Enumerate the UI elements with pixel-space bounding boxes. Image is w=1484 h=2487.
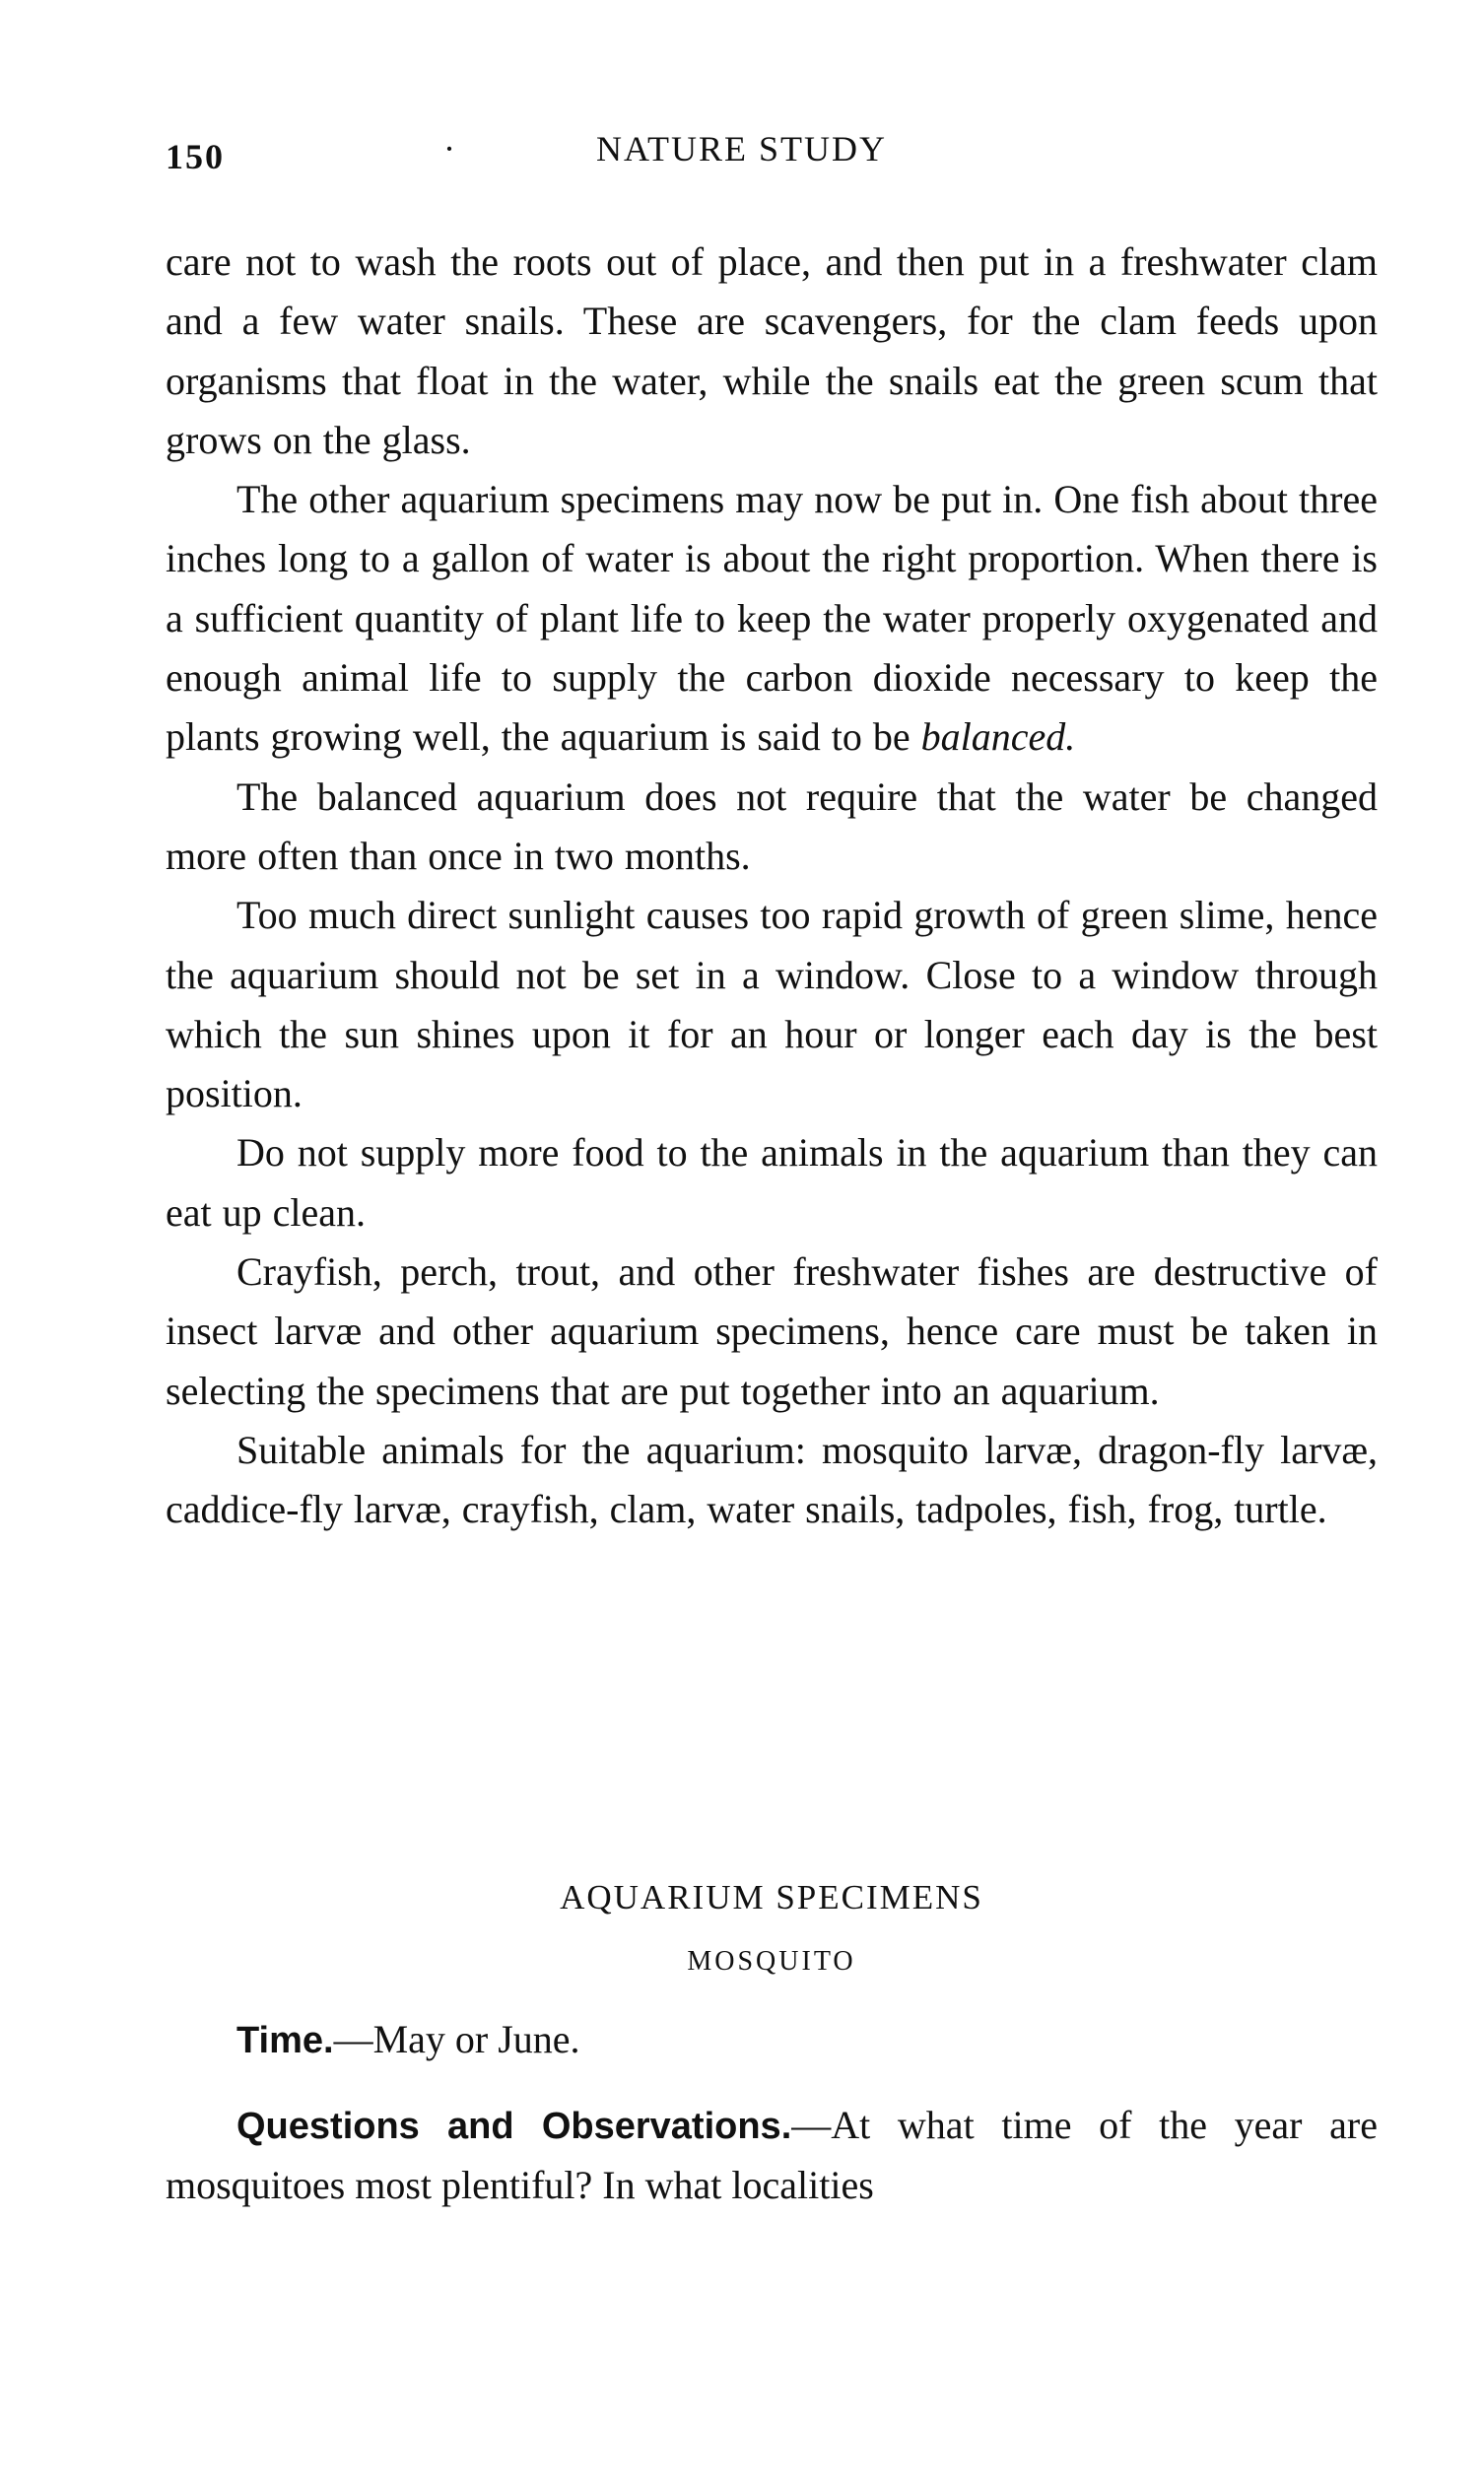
section-heading: AQUARIUM SPECIMENS [560, 1878, 983, 1916]
paragraph-balanced-aquarium [166, 470, 1378, 767]
paragraph-suitable-animals: Suitable animals for the aquarium: mosquito larvæ, dragon-fly larvæ, caddice-fly larvæ, crayfish, clam, water snails, tadpoles, fish, frog, turtle. [166, 1427, 1378, 1532]
questions-text: —At what time of the year are mosquitoes most plentiful? In what localities [166, 2103, 1378, 2207]
header-dot: · [443, 129, 457, 168]
paragraph-sunlight: Too much direct sunlight causes too rapid growth of green slime, hence the aquarium should not be set in a window. Close to a window through which the sun shines upon it for an hour or longer each day is the best position. [166, 893, 1378, 1116]
paragraph-continued: care not to wash the roots out of place, and then put in a freshwater clam and a few water snails. These are scavengers, for the clam feeds upon organisms that float in the water, while the snails eat the green scum that grows on the glass. [166, 239, 1378, 462]
time-text: —May or June. [333, 2017, 580, 2061]
sub-heading: MOSQUITO [687, 1946, 856, 1977]
paragraph-predators: Crayfish, perch, trout, and other freshwater fishes are destructive of insect larvæ and other aquarium specimens, hence care must be taken in selecting the specimens that are put together into an aquarium. [166, 1249, 1378, 1413]
paragraph-water-change: The balanced aquarium does not require that the water be changed more often than once in two months. [166, 773, 1378, 878]
questions-paragraph [166, 2096, 1378, 2215]
paragraph-feeding: Do not supply more food to the animals in the aquarium than they can eat up clean. [166, 1130, 1378, 1235]
body-text [166, 233, 1378, 1540]
time-line [166, 2010, 1378, 2070]
running-title: NATURE STUDY [596, 129, 888, 168]
time-label: Time. [236, 2020, 334, 2061]
emphasis-term: balanced. [920, 714, 1076, 760]
page-number: 150 [166, 137, 225, 176]
running-head [166, 128, 1378, 177]
questions-label: Questions and Observations. [236, 2106, 792, 2147]
paragraph-text: The other aquarium specimens may now be put in. One fish about three inches long to a gallon of water is about the right proportion. When there is a sufficient quantity of plant life to keep the water properly oxygenated and enough animal life to supply the carbon dioxide necessary to keep the plants growing well, the aquarium is said to be [166, 477, 1378, 760]
